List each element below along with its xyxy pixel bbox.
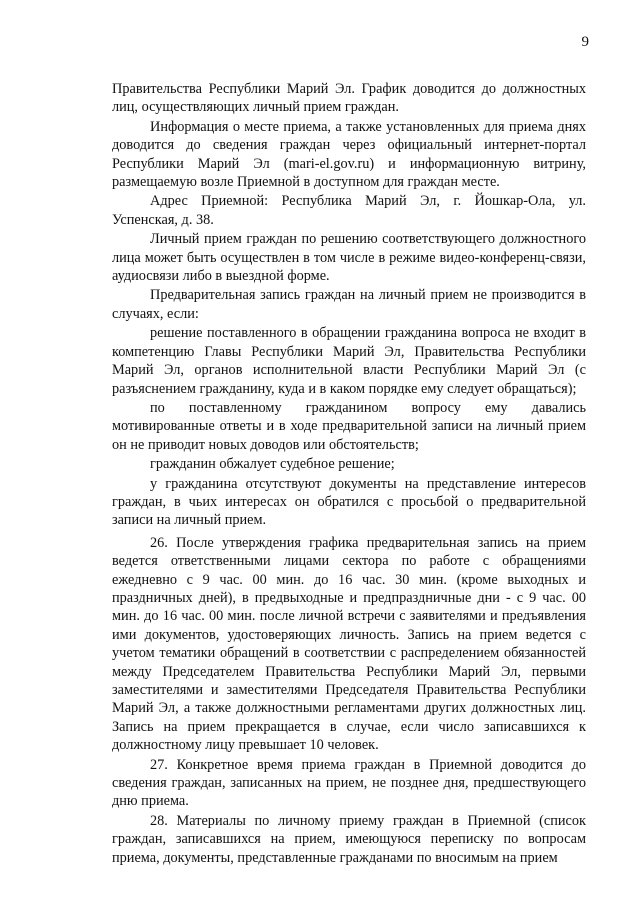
clause-27: 27. Конкретное время приема граждан в Приемной доводится до сведения граждан, записанных на прием, не позднее дня, предшествующего дню приема.	[112, 756, 586, 810]
paragraph: Правительства Республики Марий Эл. График доводится до должностных лиц, осуществляющих личный прием граждан.	[112, 81, 586, 116]
paragraph: Адрес Приемной: Республика Марий Эл, г. Йошкар-Ола, ул. Успенская, д. 38.	[112, 193, 586, 228]
clause-28: 28. Материалы по личному приему граждан в Приемной (список граждан, записавшихся на прием, имеющуюся переписку по вопросам приема, документы, представленные гражданами по вносимым на прием	[112, 812, 586, 866]
list-item: гражданин обжалует судебное решение;	[150, 456, 395, 473]
page-number: 9	[581, 34, 589, 50]
paragraph: Предварительная запись граждан на личный прием не производится в случаях, если:	[112, 287, 586, 322]
paragraph: Информация о месте приема, а также установленных для приема днях доводится до сведения граждан через официальный интернет-портал Республики Марий Эл (mari-el.gov.ru) и информационную витрину, размещаемую возле Приемной в доступном для граждан месте.	[112, 118, 586, 191]
list-item: по поставленному гражданином вопросу ему давались мотивированные ответы и в ходе предварительной записи на личный прием он не приводит новых доводов или обстоятельств;	[112, 399, 586, 453]
list-item: у гражданина отсутствуют документы на представление интересов граждан, в чьих интересах он обратился с просьбой о предварительной записи на личный прием.	[112, 475, 586, 529]
clause-26: 26. После утверждения графика предварительная запись на прием ведется ответственными лицами сектора по работе с обращениями ежедневно с 9 час. 00 мин. до 16 час. 30 мин. (кроме выходных и праздничных дней), в предвыходные и предпраздничные дни - с 9 час. 00 мин. до 16 час. 00 мин. после личной встречи с заявителями и предъявления ими документов, удостоверяющих личность. Запись на прием ведется с учетом тематики обращений в соответствии с распределением обязанностей между Председателем Правительства Республики Марий Эл, первыми заместителями и заместителями Председателя Правительства Республики Марий Эл, а также должностными регламентами других должностных лиц. Запись на прием прекращается в случае, если число записавшихся к должностному лицу превышает 10 человек.	[112, 534, 586, 754]
list-item: решение поставленного в обращении гражданина вопроса не входит в компетенцию Главы Республики Марий Эл, Правительства Республики Марий Эл, органов исполнительной власти Республики Марий Эл (с разъяснением гражданину, куда и в каком порядке ему следует обращаться);	[112, 325, 586, 397]
document-body	[112, 80, 586, 868]
paragraph: Личный прием граждан по решению соответствующего должностного лица может быть осуществлен в том числе в режиме видео-конференц-связи, аудиосвязи либо в выездной форме.	[112, 231, 586, 285]
